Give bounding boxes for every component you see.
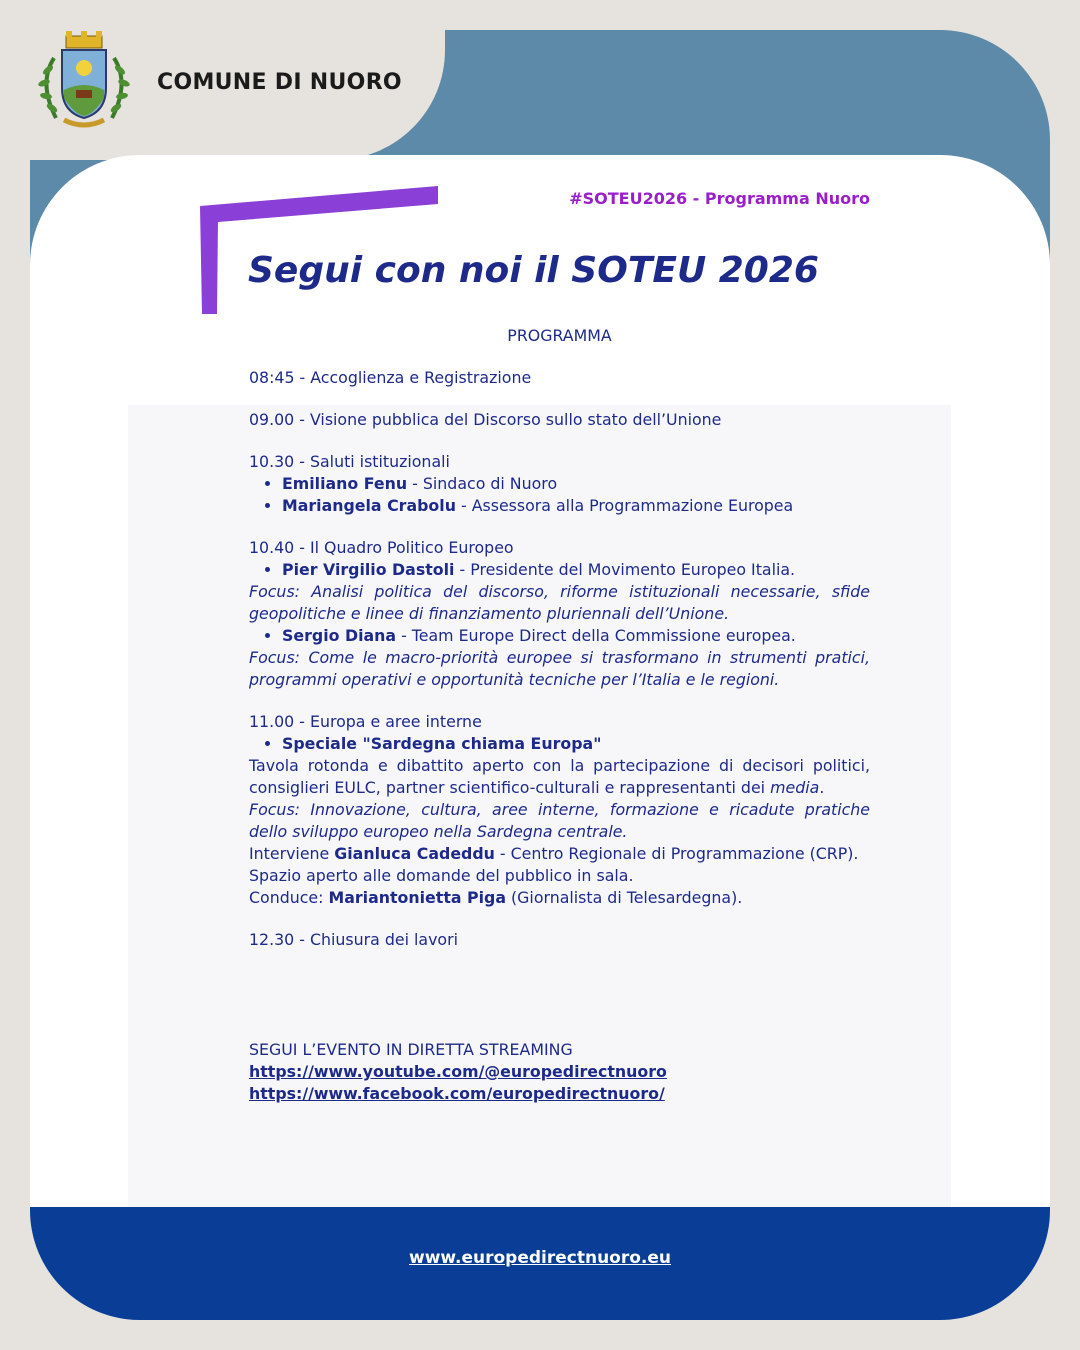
org-name: COMUNE DI NUORO [157, 70, 402, 95]
speaker-line [249, 843, 870, 865]
speaker-role: - Assessora alla Programmazione Europea [455, 496, 794, 515]
focus-text: Focus: Innovazione, cultura, aree interne, formazione e ricadute pratiche dello sviluppo europeo nella Sardegna centrale. [249, 800, 870, 841]
list-item [282, 733, 870, 755]
programma-heading: PROGRAMMA [507, 326, 612, 345]
streaming-label: SEGUI L’EVENTO IN DIRETTA STREAMING [249, 1040, 573, 1059]
list-item [282, 559, 870, 581]
footer-website-link[interactable]: www.europedirectnuoro.eu [408, 1248, 672, 1268]
speaker-prefix: Interviene [249, 844, 335, 863]
focus-text: Focus: Come le macro-priorità europee si trasformano in strumenti pratici, programmi operativi e opportunità tecniche per l’Italia e le regioni. [249, 648, 870, 689]
special-session-title: Speciale "Sardegna chiama Europa" [282, 734, 602, 753]
moderator-name: Mariantonietta Piga [328, 888, 506, 907]
description-text: Tavola rotonda e dibattito aperto con la partecipazione di decisori politici, consiglieri EULC, partner scientifico-culturali e rappresentanti dei [249, 756, 870, 797]
description-media: media [770, 778, 820, 797]
speaker-role: - Team Europe Direct della Commissione europea. [396, 626, 796, 645]
program-content [249, 325, 870, 1105]
speaker-role: - Centro Regionale di Programmazione (CRP). [494, 844, 859, 863]
program-item-1230: 12.30 - Chiusura dei lavori [249, 930, 458, 949]
program-item-1040: 10.40 - Il Quadro Politico Europeo [249, 538, 514, 557]
header [0, 0, 445, 160]
footer [30, 1207, 1050, 1320]
speaker-name: Mariangela Crabolu [282, 496, 456, 515]
moderator-line [249, 887, 870, 909]
list-item [282, 473, 870, 495]
speaker-name: Emiliano Fenu [282, 474, 408, 493]
speaker-role: - Presidente del Movimento Europeo Italia. [454, 560, 796, 579]
speaker-name: Sergio Diana [282, 626, 397, 645]
speaker-list [249, 625, 870, 647]
speaker-name: Gianluca Cadeddu [334, 844, 495, 863]
speaker-list [249, 733, 870, 755]
moderator-role: (Giornalista di Telesardegna). [506, 888, 743, 907]
coat-of-arms-logo [34, 28, 134, 132]
speaker-list [249, 473, 870, 517]
list-item [282, 495, 870, 517]
speaker-role: - Sindaco di Nuoro [407, 474, 558, 493]
session-description [249, 755, 870, 799]
program-item-1100: 11.00 - Europa e aree interne [249, 712, 482, 731]
open-space-text: Spazio aperto alle domande del pubblico in sala. [249, 866, 634, 885]
list-item [282, 625, 870, 647]
youtube-link[interactable]: https://www.youtube.com/@europedirectnuoro [249, 1062, 667, 1081]
page-title: Segui con noi il SOTEU 2026 [248, 250, 819, 291]
description-end: . [819, 778, 825, 797]
moderator-prefix: Conduce: [249, 888, 329, 907]
focus-text: Focus: Analisi politica del discorso, riforme istituzionali necessarie, sfide geopolitiche e linee di finanziamento pluriennali dell’Unione. [249, 582, 870, 623]
program-item-0900: 09.00 - Visione pubblica del Discorso sullo stato dell’Unione [249, 410, 722, 429]
speaker-name: Pier Virgilio Dastoli [282, 560, 455, 579]
program-item-1030: 10.30 - Saluti istituzionali [249, 452, 450, 471]
speaker-list [249, 559, 870, 581]
hashtag: #SOTEU2026 - Programma Nuoro [569, 189, 870, 208]
program-item-0845: 08:45 - Accoglienza e Registrazione [249, 368, 532, 387]
facebook-link[interactable]: https://www.facebook.com/europedirectnuoro/ [249, 1084, 665, 1103]
